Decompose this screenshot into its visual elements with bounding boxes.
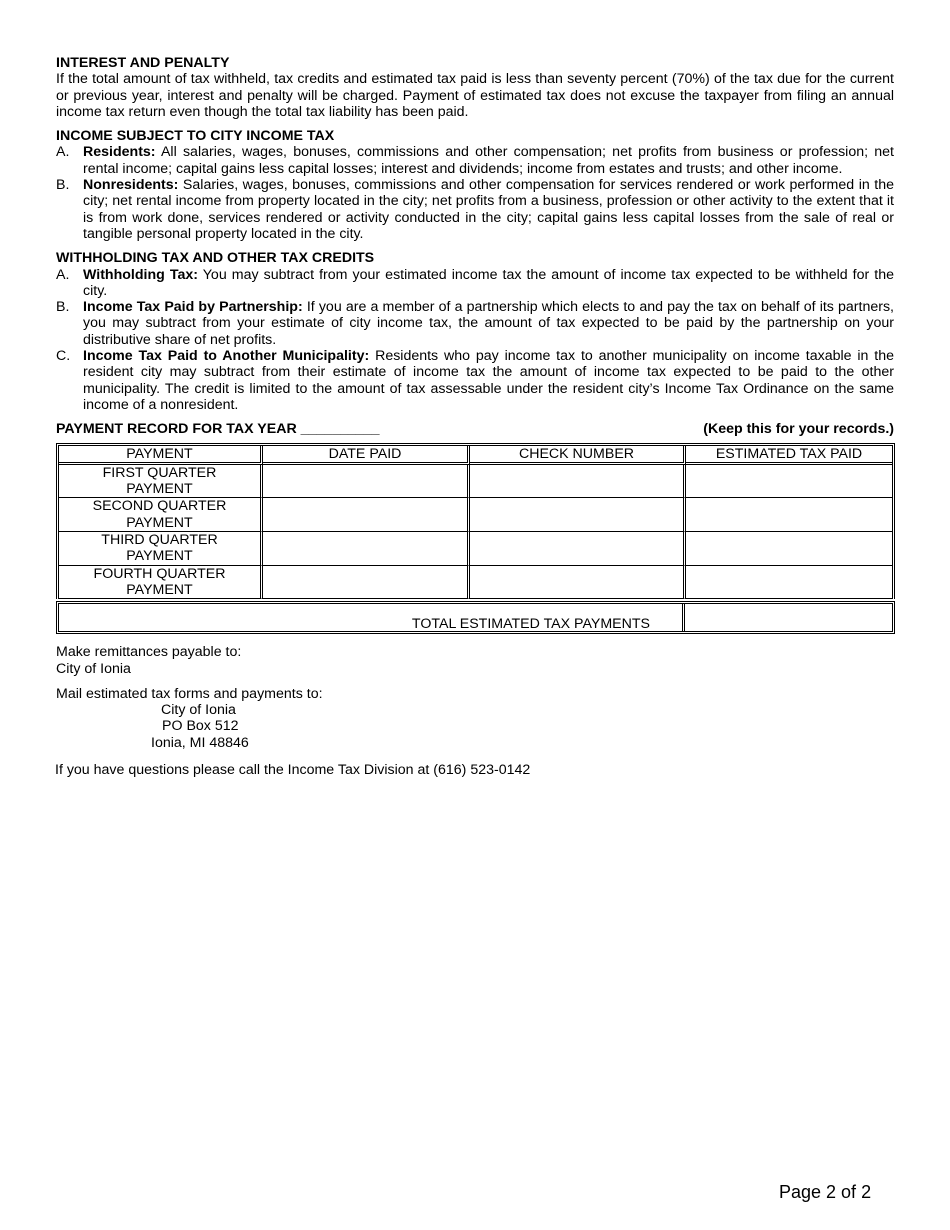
payment-label-line1: THIRD QUARTER: [101, 532, 218, 549]
interest-section: [56, 55, 894, 120]
document-body: [56, 55, 894, 778]
item-text: Residents who pay income tax to another municipality on income taxable in the resident city may subtract from their estimate of income tax the amount of income tax expected to be paid to the other municipality. The credit is limited to the amount of tax assessable under the resident city’s Income Tax Ordinance on the same income of a nonresident.: [83, 348, 894, 413]
check-number-cell[interactable]: [470, 566, 686, 600]
mail-block: [56, 686, 894, 751]
table-row: [59, 465, 892, 499]
item-letter: B.: [56, 299, 70, 316]
table-row: [59, 498, 892, 532]
estimated-tax-cell[interactable]: [686, 532, 892, 566]
withholding-section: [56, 250, 894, 413]
item-letter: B.: [56, 177, 70, 194]
item-title: Income Tax Paid to Another Municipality:: [83, 348, 370, 365]
payment-label-line2: PAYMENT: [126, 581, 193, 598]
withholding-item-a: [56, 267, 894, 300]
estimated-tax-cell[interactable]: [686, 498, 892, 532]
table-row: [59, 532, 892, 566]
column-header: DATE PAID: [263, 446, 470, 465]
date-paid-cell[interactable]: [263, 566, 470, 600]
interest-text: If the total amount of tax withheld, tax credits and estimated tax paid is less than seventy percent (70%) of the tax due for the current or previous year, interest and penalty will be charged. Payment of estimated tax does not excuse the taxpayer from filing an annual income tax return even though the total tax liability has been paid.: [56, 71, 894, 120]
income-item-residents: [56, 144, 894, 177]
item-text: Salaries, wages, bonuses, commissions and other compensation for services rendered or work performed in the city; net rental income from property located in the city; net profits from a business, profession or other activity to the extent that it is from work done, services rendered or activity conducted in the city; capital gains less capital losses from the sale of real or tangible personal property located in the city.: [83, 177, 894, 242]
date-paid-cell[interactable]: [263, 465, 470, 499]
check-number-cell[interactable]: [470, 465, 686, 499]
payment-label-line2: PAYMENT: [126, 481, 193, 498]
check-number-cell[interactable]: [470, 498, 686, 532]
item-letter: A.: [56, 266, 70, 283]
mail-name: City of Ionia: [161, 702, 236, 719]
item-letter: A.: [56, 144, 70, 161]
payment-label-line2: PAYMENT: [126, 548, 193, 565]
item-text: All salaries, wages, bonuses, commissions and other compensation; net profits from business or profession; net rental income; capital gains less capital losses; interest and dividends; income from estates and trusts; and other income.: [83, 144, 894, 177]
mail-address: [56, 702, 894, 751]
total-row: [56, 601, 895, 634]
mail-heading: Mail estimated tax forms and payments to:: [56, 685, 323, 702]
table-header-row: [59, 446, 892, 465]
total-amount-cell[interactable]: [685, 604, 892, 631]
table-row: [59, 566, 892, 600]
income-item-nonresidents: [56, 177, 894, 242]
item-letter: C.: [56, 348, 71, 365]
payment-label-line1: FOURTH QUARTER: [93, 565, 226, 582]
payment-label-cell: [59, 532, 263, 566]
payment-label-line1: FIRST QUARTER: [102, 464, 217, 481]
payment-label-cell: [59, 465, 263, 499]
remittance-block: [56, 644, 894, 677]
withholding-item-c: [56, 348, 894, 413]
mail-box: PO Box 512: [162, 718, 239, 735]
page-number: Page 2 of 2: [779, 1182, 872, 1202]
keep-note: (Keep this for your records.): [703, 421, 894, 438]
payment-record-title: PAYMENT RECORD FOR TAX YEAR __________: [56, 421, 380, 438]
column-header: CHECK NUMBER: [470, 446, 686, 465]
payment-label-line1: SECOND QUARTER: [92, 498, 227, 515]
payment-record-header: [56, 421, 894, 437]
date-paid-cell[interactable]: [263, 532, 470, 566]
remit-payee: City of Ionia: [56, 660, 131, 677]
item-title: Withholding Tax:: [83, 266, 198, 283]
payment-record-table: [56, 443, 895, 600]
remit-line: Make remittances payable to:: [56, 644, 242, 661]
item-text: You may subtract from your estimated income tax the amount of income tax expected to be withheld for the city.: [83, 266, 894, 299]
total-label: TOTAL ESTIMATED TAX PAYMENTS: [59, 604, 685, 631]
date-paid-cell[interactable]: [263, 498, 470, 532]
income-heading: INCOME SUBJECT TO CITY INCOME TAX: [56, 128, 335, 145]
check-number-cell[interactable]: [470, 532, 686, 566]
column-header: PAYMENT: [59, 446, 263, 465]
payment-label-cell: [59, 566, 263, 600]
interest-heading: INTEREST AND PENALTY: [56, 55, 230, 71]
item-title: Residents:: [83, 144, 156, 161]
phone-note: If you have questions please call the Income Tax Division at (616) 523-0142: [55, 761, 531, 778]
estimated-tax-cell[interactable]: [686, 465, 892, 499]
payment-label-line2: PAYMENT: [126, 514, 193, 531]
item-text: If you are a member of a partnership which elects to and pay the tax on behalf of its partners, you may subtract from your estimate of city income tax, the amount of tax expected to be paid by the partnership on your distributive share of net profits.: [83, 299, 895, 348]
withholding-item-b: [56, 299, 894, 348]
item-title: Nonresidents:: [83, 177, 179, 194]
income-section: [56, 128, 894, 242]
withholding-heading: WITHHOLDING TAX AND OTHER TAX CREDITS: [56, 250, 375, 267]
mail-city: Ionia, MI 48846: [151, 734, 249, 751]
payment-label-cell: [59, 498, 263, 532]
column-header: ESTIMATED TAX PAID: [686, 446, 892, 465]
estimated-tax-cell[interactable]: [686, 566, 892, 600]
item-title: Income Tax Paid by Partnership:: [83, 299, 303, 316]
